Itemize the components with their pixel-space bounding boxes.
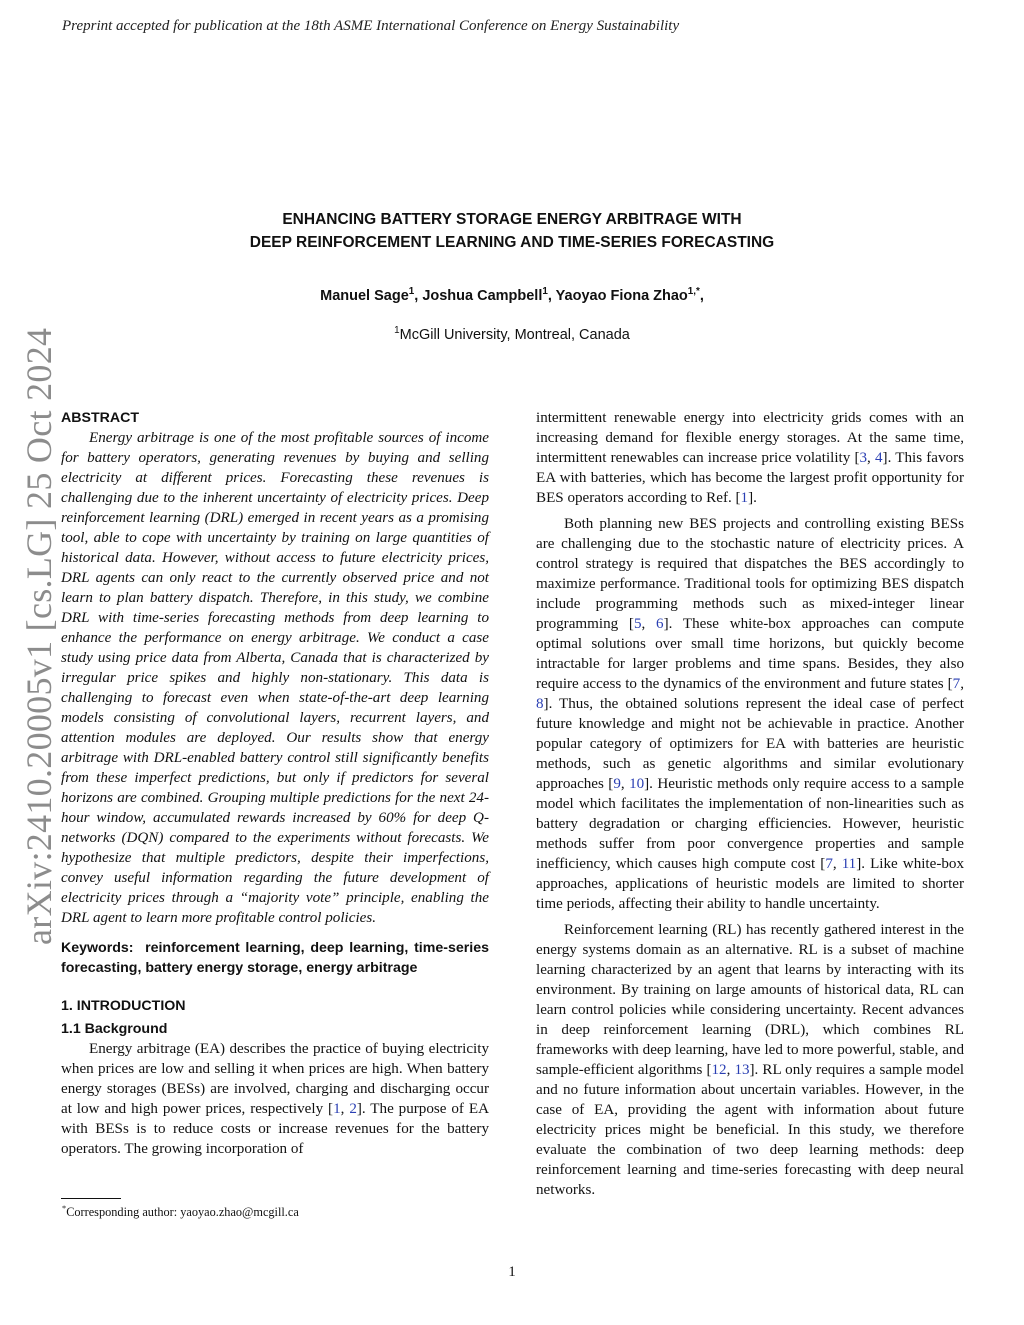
citation-link[interactable]: 2 <box>349 1101 357 1117</box>
author-separator: , <box>699 288 704 304</box>
citation-link[interactable]: 1 <box>740 490 749 506</box>
citation-separator: , <box>726 1062 735 1078</box>
intro-paragraph-1 <box>61 1039 489 1159</box>
keywords <box>61 938 489 978</box>
citation-link[interactable]: 13 <box>734 1062 750 1078</box>
author-affil-mark: 1 <box>408 286 415 298</box>
text-span: Reinforcement learning (RL) has recently gathered interest in the energy systems domain as an alternative. RL is a subset of machine learning characterized by an agent that learns by interacting with its environment. By training on large amounts of historical data, RL can learn control policies while considering uncertainty. Recent advances in deep reinforcement learning (DRL), which combines RL frameworks with deep learning, have led to more powerful, stable, and sample-efficient algorithms [ <box>536 922 964 1078</box>
affiliation <box>0 327 1024 343</box>
citation-link[interactable]: 7 <box>952 676 961 692</box>
author-separator: , <box>414 288 423 304</box>
affiliation-mark: 1 <box>394 325 400 337</box>
citation-separator: , <box>340 1101 350 1117</box>
text-span: ]. This favors EA with batteries, which has become the largest profit opportunity for BES operators according to Ref. [ <box>536 450 964 506</box>
text-span: Both planning new BES projects and controlling existing BESs are challenging due to the stochastic nature of electricity prices. A control strategy is required that dispatches the BES accordingly to maximize performance. Traditional tools for optimizing BES dispatch include programming methods such as mixed-integer linear programming [ <box>536 516 964 632</box>
citation-link[interactable]: 1 <box>333 1101 341 1117</box>
text-span: ]. The purpose of EA with BESs is to reduce costs or increase revenues for the battery operators. The growing incorporation of <box>61 1101 489 1157</box>
citation-link[interactable]: 12 <box>711 1062 727 1078</box>
text-span: ]. Thus, the obtained solutions represent the ideal case of perfect future knowledge and might not be achievable in practice. Another popular category of optimizers for EA with batteries are heuristic methods, such as genetic algorithms and similar evolutionary approaches [ <box>536 696 964 792</box>
citation-separator: , <box>620 776 630 792</box>
citation-separator: , <box>832 856 842 872</box>
introduction-heading: 1. INTRODUCTION <box>61 998 186 1014</box>
arxiv-identifier-stamp: arXiv:2410.20005v1 [cs.LG] 25 Oct 2024 <box>19 327 59 945</box>
background-subheading: 1.1 Background <box>61 1021 168 1037</box>
citation-separator: , <box>641 616 657 632</box>
text-span: intermittent renewable energy into electricity grids comes with an increasing demand for flexible energy storages. At the same time, intermittent renewables can increase price volatility [ <box>536 410 964 466</box>
right-paragraph-3 <box>536 920 964 1200</box>
preprint-header-note: Preprint accepted for publication at the 18th ASME International Conference on Energy Sustainability <box>62 18 680 34</box>
author-name: Yaoyao Fiona Zhao <box>555 288 688 304</box>
affiliation-text: McGill University, Montreal, Canada <box>399 327 630 343</box>
citation-link[interactable]: 4 <box>875 450 883 466</box>
keywords-label: Keywords: <box>61 940 134 956</box>
corresponding-author-footnote <box>62 1205 299 1220</box>
citation-separator: , <box>960 676 964 692</box>
paper-title-line-2: DEEP REINFORCEMENT LEARNING AND TIME-SERIES FORECASTING <box>249 234 775 251</box>
keywords-text: reinforcement learning, deep learning, time-series forecasting, battery energy storage, energy arbitrage <box>61 940 489 976</box>
citation-link[interactable]: 10 <box>629 776 645 792</box>
citation-link[interactable]: 6 <box>656 616 664 632</box>
citation-link[interactable]: 3 <box>859 450 868 466</box>
text-span: ]. <box>748 490 757 506</box>
footnote-text: Corresponding author: yaoyao.zhao@mcgill.ca <box>66 1205 299 1219</box>
abstract-body: Energy arbitrage is one of the most profitable sources of income for battery operators, generating revenues by buying and selling electricity at different prices. Forecasting these revenues is challenging due to the inherent uncertainty of electricity prices. Deep reinforcement learning (DRL) emerged in recent years as a promising tool, able to cope with uncertainty by training on large quantities of historical data. However, without access to future electricity prices, DRL agents can only react to the currently observed price and not learn to plan battery dispatch. Therefore, in this study, we combine DRL with time-series forecasting methods from deep learning to enhance the performance on energy arbitrage. We conduct a case study using price data from Alberta, Canada that is characterized by irregular price spikes and highly non-stationary. This data is challenging to forecast even when state-of-the-art deep learning models consisting of convolutional layers, recurrent layers, and attention modules are deployed. Our results show that energy arbitrage with DRL-enabled battery control still significantly benefits from these imperfect predictions, but only if predictors for several horizons are combined. Grouping multiple predictions for the next 24-hour window, accumulated rewards increased by 60% for deep Q-networks (DQN) compared to the experiments without forecasts. We hypothesize that multiple predictors, despite their imperfections, convey useful information regarding the future development of electricity prices through a “majority vote” principle, enabling the DRL agent to learn more profitable control policies. <box>61 430 489 926</box>
text-span: ]. RL only requires a sample model and no future information about uncertain variables. However, in the case of EA, providing the agent with information about future electricity prices might be beneficial. In this study, we therefore evaluate the combination of two deep learning methods: deep reinforcement learning and time-series forecasting with deep neural networks. <box>536 1062 965 1198</box>
author-affil-mark: 1 <box>542 286 548 298</box>
citation-link[interactable]: 5 <box>633 616 642 632</box>
text-span: ]. Like white-box approaches, applications of heuristic models are limited to shorter time periods, affecting their ability to handle uncertainty. <box>536 856 964 912</box>
paper-title-line-1: ENHANCING BATTERY STORAGE ENERGY ARBITRAGE WITH <box>282 211 742 228</box>
text-span: ]. These white-box approaches can compute optimal solutions over small time horizons, but quickly become intractable for larger problems and time spans. Besides, they also require access to the dynamics of the environment and future states [ <box>536 616 964 692</box>
footnote-divider <box>61 1198 121 1199</box>
citation-link[interactable]: 9 <box>613 776 621 792</box>
author-affil-mark: 1,* <box>687 286 700 298</box>
text-span: ]. Heuristic methods only require access to a sample model which facilitates the implementation of non-linearities such as battery degradation or charging efficiencies. However, heuristic methods suffer from poor convergence properties and sample inefficiency, which causes high compute cost [ <box>536 776 965 872</box>
author-name: Joshua Campbell <box>422 288 543 304</box>
author-name: Manuel Sage <box>320 288 409 304</box>
abstract-heading: ABSTRACT <box>61 410 140 426</box>
text-span: Energy arbitrage (EA) describes the practice of buying electricity when prices are low and selling it when prices are high. When battery energy storages (BESs) are involved, charging and discharging occur at low and high power prices, respectively [ <box>61 1041 489 1117</box>
right-paragraph-2 <box>536 514 964 914</box>
page-number: 1 <box>508 1264 516 1280</box>
citation-link[interactable]: 7 <box>825 856 833 872</box>
left-column <box>61 408 489 1159</box>
citation-separator: , <box>867 450 875 466</box>
author-separator: , <box>547 288 556 304</box>
author-list <box>0 288 1024 304</box>
citation-link[interactable]: 8 <box>536 696 544 712</box>
footnote-mark: * <box>62 1203 67 1213</box>
citation-link[interactable]: 11 <box>841 856 857 872</box>
right-column <box>536 408 964 1200</box>
right-paragraph-1 <box>536 408 964 508</box>
